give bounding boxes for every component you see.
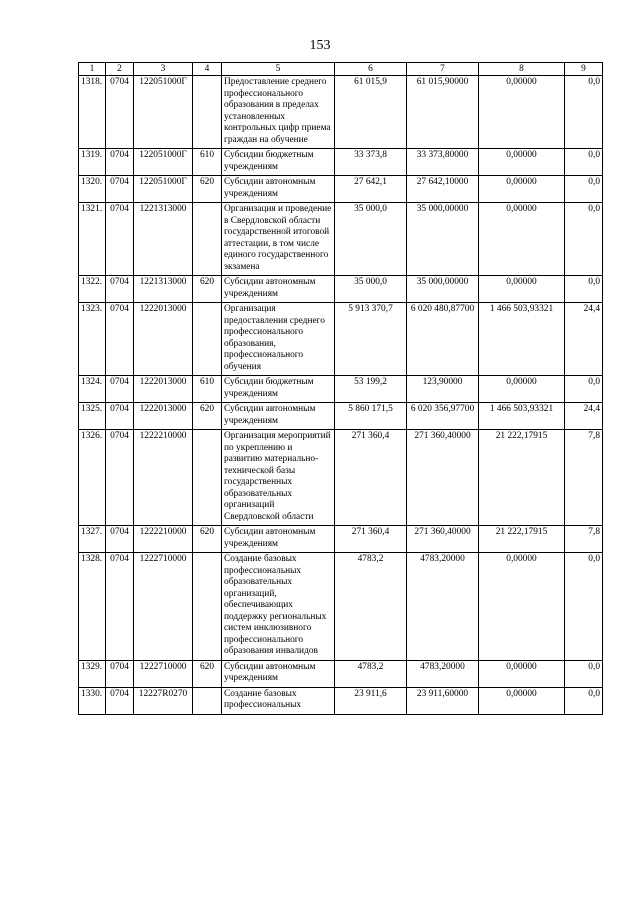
expense-type-code [193, 76, 222, 149]
column-header: 9 [565, 63, 603, 76]
target-item-code: 1222710000 [134, 553, 193, 661]
item-description: Субсидии автономным учреждениям [222, 526, 335, 553]
item-description: Субсидии автономным учреждениям [222, 403, 335, 430]
execution-percent: 0,0 [565, 687, 603, 714]
item-description: Субсидии автономным учреждениям [222, 660, 335, 687]
executed-amount: 21 222,17915 [479, 430, 565, 526]
planned-amount: 23 911,6 [335, 687, 407, 714]
executed-amount: 21 222,17915 [479, 526, 565, 553]
execution-percent: 7,8 [565, 430, 603, 526]
planned-amount: 35 000,0 [335, 203, 407, 276]
execution-percent: 0,0 [565, 276, 603, 303]
budget-table [78, 62, 603, 715]
refined-amount: 123,90000 [407, 376, 479, 403]
target-item-code: 122051000Г [134, 76, 193, 149]
item-description: Создание базовых профессиональных образовательных организаций, обеспечивающих поддержку региональных систем инклюзивного профессионального образования инвалидов [222, 553, 335, 661]
refined-amount: 61 015,90000 [407, 76, 479, 149]
planned-amount: 5 913 370,7 [335, 303, 407, 376]
section-code: 0704 [106, 687, 134, 714]
refined-amount: 27 642,10000 [407, 176, 479, 203]
planned-amount: 35 000,0 [335, 276, 407, 303]
section-code: 0704 [106, 176, 134, 203]
execution-percent: 7,8 [565, 526, 603, 553]
executed-amount: 0,00000 [479, 76, 565, 149]
table-row [79, 176, 603, 203]
column-header: 4 [193, 63, 222, 76]
execution-percent: 24,4 [565, 403, 603, 430]
item-description: Предоставление среднего профессионального образования в пределах установленных контрольных цифр приема граждан на обучение [222, 76, 335, 149]
row-number: 1325. [79, 403, 106, 430]
planned-amount: 271 360,4 [335, 526, 407, 553]
execution-percent: 24,4 [565, 303, 603, 376]
row-number: 1320. [79, 176, 106, 203]
item-description: Организация и проведение в Свердловской области государственной итоговой аттестации, в том числе единого государственного экзамена [222, 203, 335, 276]
table-row [79, 376, 603, 403]
row-number: 1322. [79, 276, 106, 303]
executed-amount: 1 466 503,93321 [479, 403, 565, 430]
planned-amount: 61 015,9 [335, 76, 407, 149]
section-code: 0704 [106, 660, 134, 687]
expense-type-code: 620 [193, 276, 222, 303]
execution-percent: 0,0 [565, 176, 603, 203]
section-code: 0704 [106, 403, 134, 430]
table-header-row [79, 63, 603, 76]
column-header: 6 [335, 63, 407, 76]
section-code: 0704 [106, 526, 134, 553]
executed-amount: 0,00000 [479, 203, 565, 276]
target-item-code: 1222013000 [134, 303, 193, 376]
item-description: Субсидии бюджетным учреждениям [222, 376, 335, 403]
row-number: 1327. [79, 526, 106, 553]
column-header: 3 [134, 63, 193, 76]
execution-percent: 0,0 [565, 376, 603, 403]
section-code: 0704 [106, 76, 134, 149]
item-description: Создание базовых профессиональных [222, 687, 335, 714]
section-code: 0704 [106, 303, 134, 376]
target-item-code: 1222210000 [134, 430, 193, 526]
planned-amount: 53 199,2 [335, 376, 407, 403]
row-number: 1318. [79, 76, 106, 149]
executed-amount: 0,00000 [479, 176, 565, 203]
planned-amount: 4783,2 [335, 553, 407, 661]
row-number: 1321. [79, 203, 106, 276]
executed-amount: 0,00000 [479, 376, 565, 403]
target-item-code: 1222013000 [134, 376, 193, 403]
column-header: 8 [479, 63, 565, 76]
expense-type-code: 620 [193, 660, 222, 687]
planned-amount: 4783,2 [335, 660, 407, 687]
refined-amount: 6 020 480,87700 [407, 303, 479, 376]
target-item-code: 12227R0270 [134, 687, 193, 714]
refined-amount: 23 911,60000 [407, 687, 479, 714]
refined-amount: 4783,20000 [407, 553, 479, 661]
table-row [79, 303, 603, 376]
expense-type-code: 620 [193, 403, 222, 430]
refined-amount: 271 360,40000 [407, 430, 479, 526]
planned-amount: 27 642,1 [335, 176, 407, 203]
target-item-code: 122051000Г [134, 149, 193, 176]
column-header: 5 [222, 63, 335, 76]
planned-amount: 5 860 171,5 [335, 403, 407, 430]
target-item-code: 1222210000 [134, 526, 193, 553]
executed-amount: 0,00000 [479, 276, 565, 303]
planned-amount: 33 373,8 [335, 149, 407, 176]
target-item-code: 1221313000 [134, 203, 193, 276]
row-number: 1319. [79, 149, 106, 176]
table-row [79, 660, 603, 687]
item-description: Субсидии автономным учреждениям [222, 276, 335, 303]
refined-amount: 33 373,80000 [407, 149, 479, 176]
row-number: 1329. [79, 660, 106, 687]
expense-type-code [193, 687, 222, 714]
execution-percent: 0,0 [565, 149, 603, 176]
expense-type-code [193, 553, 222, 661]
row-number: 1330. [79, 687, 106, 714]
item-description: Субсидии автономным учреждениям [222, 176, 335, 203]
planned-amount: 271 360,4 [335, 430, 407, 526]
item-description: Организация мероприятий по укреплению и развитию материально-технической базы государственных образовательных организаций Свердловской области [222, 430, 335, 526]
column-header: 1 [79, 63, 106, 76]
table-row [79, 430, 603, 526]
executed-amount: 0,00000 [479, 553, 565, 661]
page-number: 153 [309, 38, 331, 53]
table-row [79, 149, 603, 176]
row-number: 1323. [79, 303, 106, 376]
table-row [79, 203, 603, 276]
section-code: 0704 [106, 376, 134, 403]
expense-type-code [193, 203, 222, 276]
table-row [79, 526, 603, 553]
executed-amount: 0,00000 [479, 149, 565, 176]
refined-amount: 6 020 356,97700 [407, 403, 479, 430]
execution-percent: 0,0 [565, 660, 603, 687]
refined-amount: 271 360,40000 [407, 526, 479, 553]
refined-amount: 35 000,00000 [407, 276, 479, 303]
expense-type-code: 610 [193, 376, 222, 403]
target-item-code: 1222013000 [134, 403, 193, 430]
section-code: 0704 [106, 276, 134, 303]
expense-type-code [193, 430, 222, 526]
expense-type-code [193, 303, 222, 376]
section-code: 0704 [106, 203, 134, 276]
target-item-code: 1221313000 [134, 276, 193, 303]
expense-type-code: 620 [193, 176, 222, 203]
expense-type-code: 620 [193, 526, 222, 553]
column-header: 7 [407, 63, 479, 76]
table-row [79, 276, 603, 303]
expense-type-code: 610 [193, 149, 222, 176]
section-code: 0704 [106, 149, 134, 176]
item-description: Субсидии бюджетным учреждениям [222, 149, 335, 176]
row-number: 1328. [79, 553, 106, 661]
execution-percent: 0,0 [565, 553, 603, 661]
table-row [79, 76, 603, 149]
refined-amount: 35 000,00000 [407, 203, 479, 276]
section-code: 0704 [106, 430, 134, 526]
execution-percent: 0,0 [565, 76, 603, 149]
table-row [79, 687, 603, 714]
execution-percent: 0,0 [565, 203, 603, 276]
row-number: 1326. [79, 430, 106, 526]
target-item-code: 1222710000 [134, 660, 193, 687]
section-code: 0704 [106, 553, 134, 661]
table-row [79, 553, 603, 661]
executed-amount: 0,00000 [479, 687, 565, 714]
table-row [79, 403, 603, 430]
item-description: Организация предоставления среднего профессионального образования, профессионального обучения [222, 303, 335, 376]
target-item-code: 122051000Г [134, 176, 193, 203]
column-header: 2 [106, 63, 134, 76]
executed-amount: 1 466 503,93321 [479, 303, 565, 376]
row-number: 1324. [79, 376, 106, 403]
refined-amount: 4783,20000 [407, 660, 479, 687]
executed-amount: 0,00000 [479, 660, 565, 687]
